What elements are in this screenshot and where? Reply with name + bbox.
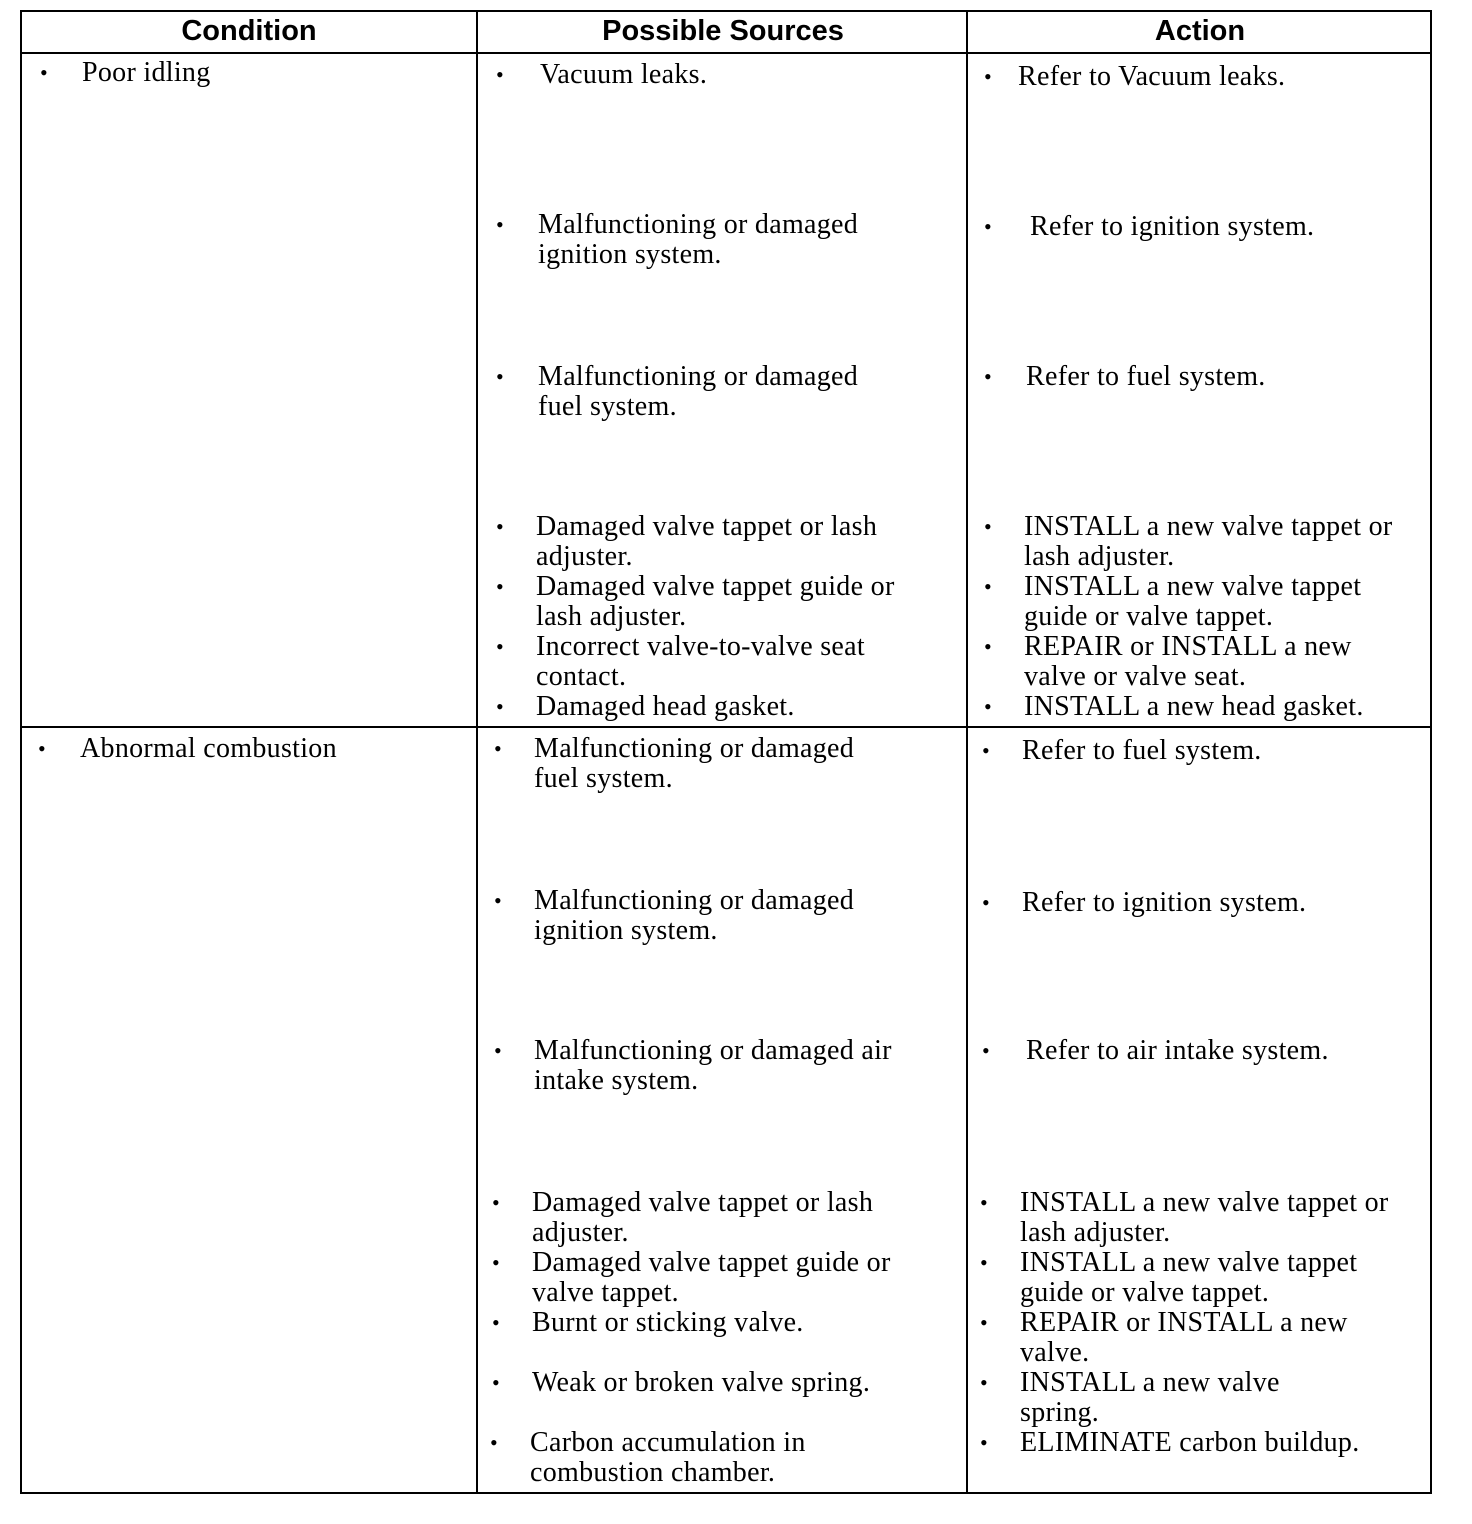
bullet-icon: • bbox=[38, 736, 46, 761]
bullet-icon: • bbox=[980, 1250, 988, 1275]
bullet-icon: • bbox=[496, 62, 504, 87]
source-item: Damaged valve tappet or lash adjuster. bbox=[536, 511, 878, 572]
bullet-icon: • bbox=[984, 364, 992, 389]
bullet-icon: • bbox=[984, 514, 992, 539]
bullet-icon: • bbox=[980, 1430, 988, 1455]
row-divider bbox=[20, 726, 1432, 728]
source-item: Weak or broken valve spring. bbox=[532, 1367, 871, 1398]
action-item: Refer to ignition system. bbox=[1022, 887, 1307, 918]
condition-label: Abnormal combustion bbox=[80, 733, 337, 764]
action-item: REPAIR or INSTALL a new valve. bbox=[1020, 1307, 1348, 1368]
bullet-icon: • bbox=[980, 1190, 988, 1215]
action-item: Refer to fuel system. bbox=[1022, 735, 1262, 766]
action-item: INSTALL a new valve spring. bbox=[1020, 1367, 1280, 1428]
bullet-icon: • bbox=[982, 1038, 990, 1063]
bullet-icon: • bbox=[980, 1310, 988, 1335]
action-item: INSTALL a new head gasket. bbox=[1024, 691, 1364, 722]
bullet-icon: • bbox=[496, 212, 504, 237]
bullet-icon: • bbox=[494, 1038, 502, 1063]
action-item: Refer to fuel system. bbox=[1026, 361, 1266, 392]
header-condition: Condition bbox=[181, 15, 317, 47]
source-item: Malfunctioning or damaged fuel system. bbox=[534, 733, 855, 794]
header-divider bbox=[20, 52, 1432, 54]
source-item: Malfunctioning or damaged fuel system. bbox=[538, 361, 859, 422]
condition-label: Poor idling bbox=[82, 57, 211, 88]
action-item: INSTALL a new valve tappet guide or valve tappet. bbox=[1024, 571, 1362, 632]
bullet-icon: • bbox=[494, 736, 502, 761]
action-item: ELIMINATE carbon buildup. bbox=[1020, 1427, 1360, 1458]
action-item: Refer to ignition system. bbox=[1030, 211, 1315, 242]
header-action: Action bbox=[1154, 15, 1246, 47]
action-item: Refer to Vacuum leaks. bbox=[1018, 61, 1286, 92]
bullet-icon: • bbox=[984, 64, 992, 89]
source-item: Burnt or sticking valve. bbox=[532, 1307, 804, 1338]
bullet-icon: • bbox=[496, 694, 504, 719]
source-item: Damaged valve tappet guide or valve tappet. bbox=[532, 1247, 891, 1308]
column-divider-2 bbox=[966, 10, 968, 1494]
bullet-icon: • bbox=[494, 888, 502, 913]
bullet-icon: • bbox=[492, 1370, 500, 1395]
action-item: INSTALL a new valve tappet or lash adjuster. bbox=[1020, 1187, 1389, 1248]
action-item: REPAIR or INSTALL a new valve or valve seat. bbox=[1024, 631, 1352, 692]
table-border-left bbox=[20, 10, 22, 1494]
bullet-icon: • bbox=[982, 890, 990, 915]
troubleshooting-table bbox=[20, 10, 1432, 1494]
bullet-icon: • bbox=[496, 634, 504, 659]
bullet-icon: • bbox=[984, 634, 992, 659]
bullet-icon: • bbox=[982, 738, 990, 763]
bullet-icon: • bbox=[492, 1310, 500, 1335]
bullet-icon: • bbox=[490, 1430, 498, 1455]
table-border-bottom bbox=[20, 1492, 1432, 1494]
source-item: Malfunctioning or damaged ignition system. bbox=[538, 209, 859, 270]
source-item: Vacuum leaks. bbox=[540, 59, 708, 90]
bullet-icon: • bbox=[496, 364, 504, 389]
header-possible-sources: Possible Sources bbox=[602, 15, 844, 47]
bullet-icon: • bbox=[496, 514, 504, 539]
table-border-right bbox=[1430, 10, 1432, 1494]
source-item: Damaged valve tappet or lash adjuster. bbox=[532, 1187, 874, 1248]
source-item: Damaged valve tappet guide or lash adjuster. bbox=[536, 571, 895, 632]
bullet-icon: • bbox=[496, 574, 504, 599]
source-item: Incorrect valve-to-valve seat contact. bbox=[536, 631, 865, 692]
bullet-icon: • bbox=[984, 694, 992, 719]
action-item: Refer to air intake system. bbox=[1026, 1035, 1329, 1066]
bullet-icon: • bbox=[492, 1250, 500, 1275]
action-item: INSTALL a new valve tappet or lash adjuster. bbox=[1024, 511, 1393, 572]
source-item: Malfunctioning or damaged ignition system. bbox=[534, 885, 855, 946]
bullet-icon: • bbox=[492, 1190, 500, 1215]
bullet-icon: • bbox=[40, 60, 48, 85]
column-divider-1 bbox=[476, 10, 478, 1494]
source-item: Malfunctioning or damaged air intake system. bbox=[534, 1035, 892, 1096]
source-item: Carbon accumulation in combustion chamber. bbox=[530, 1427, 806, 1488]
action-item: INSTALL a new valve tappet guide or valve tappet. bbox=[1020, 1247, 1358, 1308]
bullet-icon: • bbox=[984, 574, 992, 599]
source-item: Damaged head gasket. bbox=[536, 691, 795, 722]
bullet-icon: • bbox=[984, 214, 992, 239]
bullet-icon: • bbox=[980, 1370, 988, 1395]
